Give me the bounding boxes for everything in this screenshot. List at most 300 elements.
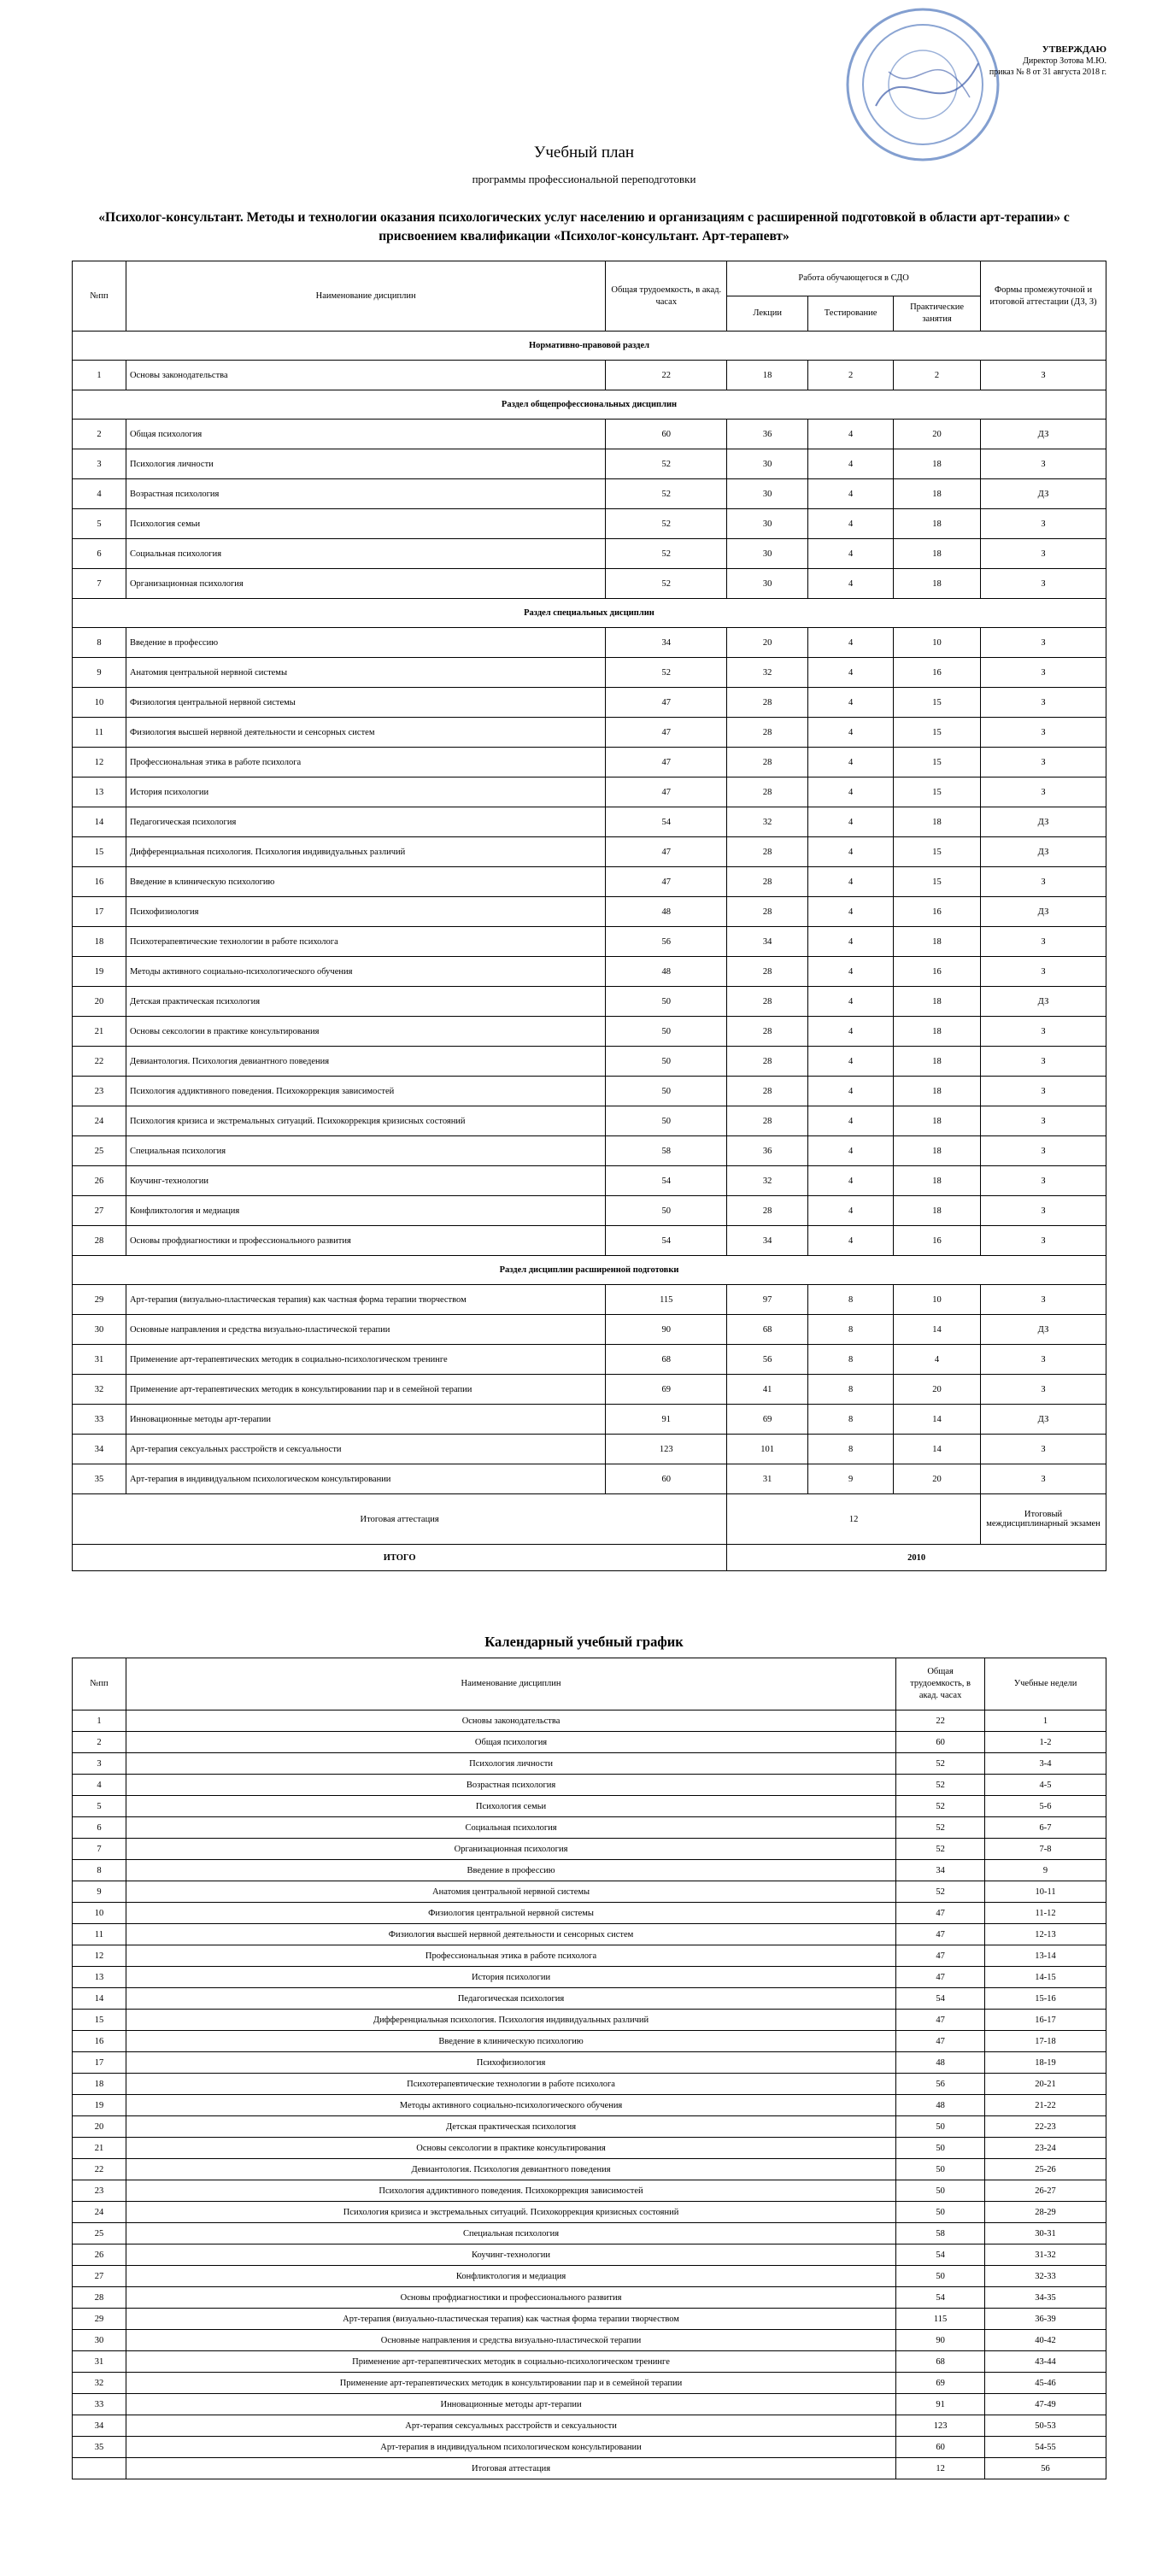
cell-testing: 4	[808, 420, 894, 449]
cell-num: 16	[73, 867, 126, 897]
cal-cell-name: Коучинг-технологии	[126, 2244, 895, 2266]
cal-cell-total: 52	[896, 1796, 985, 1817]
cal-cell-total: 58	[896, 2223, 985, 2244]
cell-num: 10	[73, 688, 126, 718]
table-row	[73, 837, 1106, 867]
cal-cell-total: 56	[896, 2074, 985, 2095]
cell-num: 30	[73, 1315, 126, 1345]
section-title: Раздел специальных дисциплин	[73, 599, 1106, 628]
table-row	[73, 2138, 1106, 2159]
cell-num: 9	[73, 658, 126, 688]
cal-cell-weeks: 17-18	[985, 2031, 1106, 2052]
cell-total: 50	[606, 1077, 727, 1106]
cell-form: З	[981, 628, 1106, 658]
cal-cell-num: 18	[73, 2074, 126, 2095]
table-row	[73, 2116, 1106, 2138]
cal-cell-name: Педагогическая психология	[126, 1988, 895, 2010]
table-row	[73, 1796, 1106, 1817]
cal-cell-name: Психология аддиктивного поведения. Психокоррекция зависимостей	[126, 2180, 895, 2202]
cell-lectures: 30	[727, 539, 808, 569]
cal-cell-total: 50	[896, 2138, 985, 2159]
cell-testing: 4	[808, 777, 894, 807]
cal-cell-num: 35	[73, 2437, 126, 2458]
table-row	[73, 1903, 1106, 1924]
cell-num: 29	[73, 1285, 126, 1315]
cell-num: 21	[73, 1017, 126, 1047]
cell-name: Девиантология. Психология девиантного поведения	[126, 1047, 605, 1077]
cell-form: З	[981, 539, 1106, 569]
cal-cell-total: 50	[896, 2159, 985, 2180]
table-row	[73, 1226, 1106, 1256]
cal-cell-weeks: 3-4	[985, 1753, 1106, 1775]
cell-name: Профессиональная этика в работе психолога	[126, 748, 605, 777]
cal-cell-name: Введение в профессию	[126, 1860, 895, 1881]
cell-practice: 15	[894, 718, 981, 748]
cal-cell-num	[73, 2458, 126, 2479]
cell-name: Психология семьи	[126, 509, 605, 539]
cell-lectures: 30	[727, 479, 808, 509]
cell-num: 4	[73, 479, 126, 509]
cal-cell-weeks: 4-5	[985, 1775, 1106, 1796]
cal-cell-num: 4	[73, 1775, 126, 1796]
cell-total: 48	[606, 897, 727, 927]
cal-cell-weeks: 40-42	[985, 2330, 1106, 2351]
cal-cell-name: Основы законодательства	[126, 1710, 895, 1732]
cell-total: 68	[606, 1345, 727, 1375]
cell-num: 18	[73, 927, 126, 957]
cell-form: З	[981, 748, 1106, 777]
cal-cell-weeks: 16-17	[985, 2010, 1106, 2031]
cell-form: З	[981, 569, 1106, 599]
cal-cell-weeks: 34-35	[985, 2287, 1106, 2309]
cal-cell-weeks: 21-22	[985, 2095, 1106, 2116]
cell-name: Арт-терапия в индивидуальном психологическом консультировании	[126, 1464, 605, 1494]
table-row	[73, 2202, 1106, 2223]
cal-cell-total: 48	[896, 2052, 985, 2074]
cell-name: Применение арт-терапевтических методик в консультировании пар и в семейной терапии	[126, 1375, 605, 1405]
cell-num: 5	[73, 509, 126, 539]
cell-form: З	[981, 927, 1106, 957]
cell-practice: 16	[894, 957, 981, 987]
table-row	[73, 1345, 1106, 1375]
cal-cell-num: 19	[73, 2095, 126, 2116]
cal-cell-name: Физиология центральной нервной системы	[126, 1903, 895, 1924]
cell-practice: 16	[894, 658, 981, 688]
cell-lectures: 18	[727, 361, 808, 390]
cal-cell-total: 54	[896, 2244, 985, 2266]
cell-total: 52	[606, 509, 727, 539]
cell-practice: 15	[894, 688, 981, 718]
cal-cell-weeks: 25-26	[985, 2159, 1106, 2180]
cell-testing: 4	[808, 628, 894, 658]
table-row	[73, 688, 1106, 718]
cal-cell-num: 32	[73, 2373, 126, 2394]
cell-total: 47	[606, 777, 727, 807]
cell-name: Основные направления и средства визуально-пластической терапии	[126, 1315, 605, 1345]
final-label: Итоговая аттестация	[73, 1494, 727, 1545]
cell-total: 115	[606, 1285, 727, 1315]
cell-num: 23	[73, 1077, 126, 1106]
cell-name: Общая психология	[126, 420, 605, 449]
cell-name: Введение в клиническую психологию	[126, 867, 605, 897]
table-row	[73, 1732, 1106, 1753]
cell-form: ДЗ	[981, 1315, 1106, 1345]
cal-cell-name: Арт-терапия (визуально-пластическая терапия) как частная форма терапии творчеством	[126, 2309, 895, 2330]
cal-cell-weeks: 50-53	[985, 2415, 1106, 2437]
table-row	[73, 897, 1106, 927]
cal-cell-total: 47	[896, 1945, 985, 1967]
cell-lectures: 28	[727, 897, 808, 927]
cell-name: Специальная психология	[126, 1136, 605, 1166]
cell-form: З	[981, 1136, 1106, 1166]
final-hours: 12	[727, 1494, 981, 1545]
header-forms: Формы промежуточной и итоговой аттестации (ДЗ, З)	[981, 261, 1106, 332]
cell-lectures: 28	[727, 718, 808, 748]
cell-total: 50	[606, 987, 727, 1017]
table-row	[73, 420, 1106, 449]
cell-testing: 4	[808, 688, 894, 718]
cal-cell-total: 47	[896, 2031, 985, 2052]
cell-name: Педагогическая психология	[126, 807, 605, 837]
cal-cell-name: Профессиональная этика в работе психолога	[126, 1945, 895, 1967]
cell-testing: 4	[808, 1226, 894, 1256]
cell-form: ДЗ	[981, 837, 1106, 867]
cell-testing: 4	[808, 897, 894, 927]
table-row	[73, 957, 1106, 987]
table-row	[73, 1196, 1106, 1226]
table-row	[73, 1166, 1106, 1196]
program-title: «Психолог-консультант. Методы и технологии оказания психологических услуг населению и организациям с расширенной подготовкой в области арт-терапии» с присвоением квалификации «Психолог-консультант. Арт-терапевт»	[98, 210, 1070, 244]
cal-cell-weeks: 14-15	[985, 1967, 1106, 1988]
cell-practice: 20	[894, 1375, 981, 1405]
cal-cell-name: Конфликтология и медиация	[126, 2266, 895, 2287]
cell-lectures: 28	[727, 867, 808, 897]
cal-cell-weeks: 11-12	[985, 1903, 1106, 1924]
cell-testing: 4	[808, 449, 894, 479]
cell-form: ДЗ	[981, 987, 1106, 1017]
cell-total: 69	[606, 1375, 727, 1405]
section-header-row	[73, 1256, 1106, 1285]
cal-header-name: Наименование дисциплин	[126, 1658, 895, 1710]
header-practice: Практические занятия	[894, 296, 981, 332]
cell-form: З	[981, 1077, 1106, 1106]
cell-testing: 4	[808, 837, 894, 867]
cell-form: З	[981, 1345, 1106, 1375]
cal-cell-num: 11	[73, 1924, 126, 1945]
cell-total: 52	[606, 658, 727, 688]
cell-num: 26	[73, 1166, 126, 1196]
cell-lectures: 28	[727, 837, 808, 867]
seal-stamp	[842, 3, 1004, 166]
cell-practice: 18	[894, 449, 981, 479]
cell-total: 91	[606, 1405, 727, 1435]
cal-cell-weeks: 22-23	[985, 2116, 1106, 2138]
cal-cell-total: 115	[896, 2309, 985, 2330]
table-row	[73, 628, 1106, 658]
cell-form: З	[981, 777, 1106, 807]
table-row	[73, 2287, 1106, 2309]
cal-header-weeks: Учебные недели	[985, 1658, 1106, 1710]
cell-lectures: 97	[727, 1285, 808, 1315]
cell-testing: 8	[808, 1285, 894, 1315]
cell-name: Возрастная психология	[126, 479, 605, 509]
cell-form: ДЗ	[981, 479, 1106, 509]
cal-cell-weeks: 18-19	[985, 2052, 1106, 2074]
cell-form: З	[981, 449, 1106, 479]
cal-cell-total: 52	[896, 1839, 985, 1860]
cell-testing: 4	[808, 1077, 894, 1106]
cal-header-total: Общая трудоемкость, в акад. часах	[896, 1658, 985, 1710]
cal-cell-name: Психофизиология	[126, 2052, 895, 2074]
cell-form: З	[981, 1017, 1106, 1047]
table-row	[73, 1967, 1106, 1988]
cal-cell-name: Дифференциальная психология. Психология индивидуальных различий	[126, 2010, 895, 2031]
total-row	[73, 1545, 1106, 1571]
cell-testing: 4	[808, 807, 894, 837]
cal-cell-total: 22	[896, 1710, 985, 1732]
cell-lectures: 30	[727, 569, 808, 599]
cal-cell-weeks: 10-11	[985, 1881, 1106, 1903]
cal-cell-name: Общая психология	[126, 1732, 895, 1753]
cell-num: 22	[73, 1047, 126, 1077]
cell-testing: 4	[808, 479, 894, 509]
cal-cell-num: 27	[73, 2266, 126, 2287]
cell-lectures: 28	[727, 987, 808, 1017]
cell-lectures: 36	[727, 420, 808, 449]
cell-name: Анатомия центральной нервной системы	[126, 658, 605, 688]
table-row	[73, 2351, 1106, 2373]
cell-testing: 4	[808, 987, 894, 1017]
cell-testing: 8	[808, 1345, 894, 1375]
table-row	[73, 807, 1106, 837]
table-row	[73, 2437, 1106, 2458]
cell-testing: 4	[808, 569, 894, 599]
table-row	[73, 479, 1106, 509]
cell-num: 27	[73, 1196, 126, 1226]
cell-name: Дифференциальная психология. Психология индивидуальных различий	[126, 837, 605, 867]
cell-form: ДЗ	[981, 420, 1106, 449]
cell-testing: 4	[808, 1196, 894, 1226]
cell-practice: 18	[894, 807, 981, 837]
cell-name: Физиология высшей нервной деятельности и сенсорных систем	[126, 718, 605, 748]
table-row	[73, 2180, 1106, 2202]
cell-total: 22	[606, 361, 727, 390]
cell-total: 47	[606, 867, 727, 897]
table-row	[73, 2309, 1106, 2330]
cal-cell-name: Применение арт-терапевтических методик в консультировании пар и в семейной терапии	[126, 2373, 895, 2394]
cal-cell-num: 24	[73, 2202, 126, 2223]
cell-total: 50	[606, 1106, 727, 1136]
final-form: Итоговый междисциплинарный экзамен	[981, 1494, 1106, 1545]
cell-practice: 18	[894, 1196, 981, 1226]
cell-practice: 15	[894, 867, 981, 897]
cell-lectures: 36	[727, 1136, 808, 1166]
cell-testing: 4	[808, 1047, 894, 1077]
cal-cell-num: 2	[73, 1732, 126, 1753]
cell-total: 90	[606, 1315, 727, 1345]
cell-name: История психологии	[126, 777, 605, 807]
cal-cell-total: 68	[896, 2351, 985, 2373]
calendar-title: Календарный учебный график	[484, 1634, 684, 1650]
cell-lectures: 68	[727, 1315, 808, 1345]
table-row	[73, 1136, 1106, 1166]
section-title: Нормативно-правовой раздел	[73, 332, 1106, 361]
cell-form: З	[981, 1047, 1106, 1077]
cell-form: ДЗ	[981, 1405, 1106, 1435]
cal-cell-name: Специальная психология	[126, 2223, 895, 2244]
cell-form: З	[981, 1226, 1106, 1256]
cal-cell-weeks: 36-39	[985, 2309, 1106, 2330]
cal-cell-num: 10	[73, 1903, 126, 1924]
cell-total: 47	[606, 748, 727, 777]
cell-testing: 4	[808, 957, 894, 987]
cell-num: 6	[73, 539, 126, 569]
table-row	[73, 1435, 1106, 1464]
cal-cell-total: 90	[896, 2330, 985, 2351]
cell-total: 52	[606, 449, 727, 479]
cal-cell-name: История психологии	[126, 1967, 895, 1988]
cal-cell-weeks: 12-13	[985, 1924, 1106, 1945]
cell-practice: 4	[894, 1345, 981, 1375]
cell-total: 50	[606, 1017, 727, 1047]
cal-cell-weeks: 56	[985, 2458, 1106, 2479]
table-row	[73, 1753, 1106, 1775]
cell-num: 34	[73, 1435, 126, 1464]
cal-cell-num: 31	[73, 2351, 126, 2373]
cell-name: Методы активного социально-психологического обучения	[126, 957, 605, 987]
cal-cell-num: 16	[73, 2031, 126, 2052]
cal-cell-weeks: 31-32	[985, 2244, 1106, 2266]
cell-lectures: 28	[727, 1196, 808, 1226]
table-row	[73, 2394, 1106, 2415]
cell-form: З	[981, 1166, 1106, 1196]
table-row	[73, 569, 1106, 599]
approval-block	[936, 44, 1106, 78]
cell-name: Психофизиология	[126, 897, 605, 927]
cell-name: Введение в профессию	[126, 628, 605, 658]
cal-cell-name: Анатомия центральной нервной системы	[126, 1881, 895, 1903]
cal-cell-weeks: 54-55	[985, 2437, 1106, 2458]
cell-num: 12	[73, 748, 126, 777]
header-work: Работа обучающегося в СДО	[727, 261, 981, 296]
cal-cell-num: 28	[73, 2287, 126, 2309]
cal-cell-num: 29	[73, 2309, 126, 2330]
table-row	[73, 1106, 1106, 1136]
cell-num: 15	[73, 837, 126, 867]
table-row	[73, 1775, 1106, 1796]
cal-cell-total: 50	[896, 2266, 985, 2287]
cal-cell-weeks: 5-6	[985, 1796, 1106, 1817]
cell-form: З	[981, 1435, 1106, 1464]
cal-cell-name: Психология семьи	[126, 1796, 895, 1817]
cell-total: 54	[606, 1226, 727, 1256]
cal-cell-total: 54	[896, 2287, 985, 2309]
cal-cell-weeks: 9	[985, 1860, 1106, 1881]
table-row	[73, 1285, 1106, 1315]
cal-cell-name: Основы сексологии в практике консультирования	[126, 2138, 895, 2159]
cell-num: 35	[73, 1464, 126, 1494]
table-row	[73, 2074, 1106, 2095]
cal-cell-num: 26	[73, 2244, 126, 2266]
cal-cell-total: 52	[896, 1881, 985, 1903]
total-label: ИТОГО	[73, 1545, 727, 1571]
cal-cell-name: Организационная психология	[126, 1839, 895, 1860]
table-row	[73, 1839, 1106, 1860]
cell-total: 58	[606, 1136, 727, 1166]
section-header-row	[73, 332, 1106, 361]
cal-cell-weeks: 20-21	[985, 2074, 1106, 2095]
cal-cell-weeks: 43-44	[985, 2351, 1106, 2373]
cal-cell-num: 6	[73, 1817, 126, 1839]
cell-form: З	[981, 658, 1106, 688]
cell-practice: 18	[894, 1106, 981, 1136]
cell-name: Коучинг-технологии	[126, 1166, 605, 1196]
cell-num: 17	[73, 897, 126, 927]
cell-name: Психология личности	[126, 449, 605, 479]
cell-practice: 16	[894, 1226, 981, 1256]
cell-lectures: 101	[727, 1435, 808, 1464]
cell-practice: 18	[894, 479, 981, 509]
cell-practice: 15	[894, 777, 981, 807]
cal-header-num: №пп	[73, 1658, 126, 1710]
table-row	[73, 2244, 1106, 2266]
cal-cell-num: 22	[73, 2159, 126, 2180]
cal-cell-num: 9	[73, 1881, 126, 1903]
table-row	[73, 1047, 1106, 1077]
table-row	[73, 748, 1106, 777]
cell-name: Основы профдиагностики и профессионального развития	[126, 1226, 605, 1256]
cell-practice: 10	[894, 628, 981, 658]
cell-lectures: 34	[727, 927, 808, 957]
cell-total: 34	[606, 628, 727, 658]
table-row	[73, 449, 1106, 479]
section-header-row	[73, 599, 1106, 628]
cell-num: 11	[73, 718, 126, 748]
page-title: Учебный план	[533, 144, 635, 161]
cell-testing: 4	[808, 1136, 894, 1166]
table-row	[73, 2373, 1106, 2394]
cal-cell-num: 30	[73, 2330, 126, 2351]
cell-num: 19	[73, 957, 126, 987]
cal-cell-weeks: 30-31	[985, 2223, 1106, 2244]
cal-cell-weeks: 7-8	[985, 1839, 1106, 1860]
cal-cell-total: 12	[896, 2458, 985, 2479]
cell-testing: 9	[808, 1464, 894, 1494]
cell-name: Физиология центральной нервной системы	[126, 688, 605, 718]
cell-testing: 8	[808, 1315, 894, 1345]
table-row	[73, 1464, 1106, 1494]
cell-name: Конфликтология и медиация	[126, 1196, 605, 1226]
cal-cell-total: 34	[896, 1860, 985, 1881]
section-header-row	[73, 390, 1106, 420]
cell-form: З	[981, 957, 1106, 987]
cal-cell-name: Девиантология. Психология девиантного поведения	[126, 2159, 895, 2180]
cell-lectures: 30	[727, 509, 808, 539]
cell-name: Основы сексологии в практике консультирования	[126, 1017, 605, 1047]
cal-cell-num: 20	[73, 2116, 126, 2138]
cal-cell-total: 123	[896, 2415, 985, 2437]
cell-testing: 8	[808, 1435, 894, 1464]
cal-cell-num: 14	[73, 1988, 126, 2010]
total-hours: 2010	[727, 1545, 1106, 1571]
cal-cell-total: 69	[896, 2373, 985, 2394]
header-testing: Тестирование	[808, 296, 894, 332]
cell-total: 52	[606, 539, 727, 569]
cell-total: 60	[606, 420, 727, 449]
cal-cell-weeks: 28-29	[985, 2202, 1106, 2223]
cell-num: 8	[73, 628, 126, 658]
cell-lectures: 69	[727, 1405, 808, 1435]
